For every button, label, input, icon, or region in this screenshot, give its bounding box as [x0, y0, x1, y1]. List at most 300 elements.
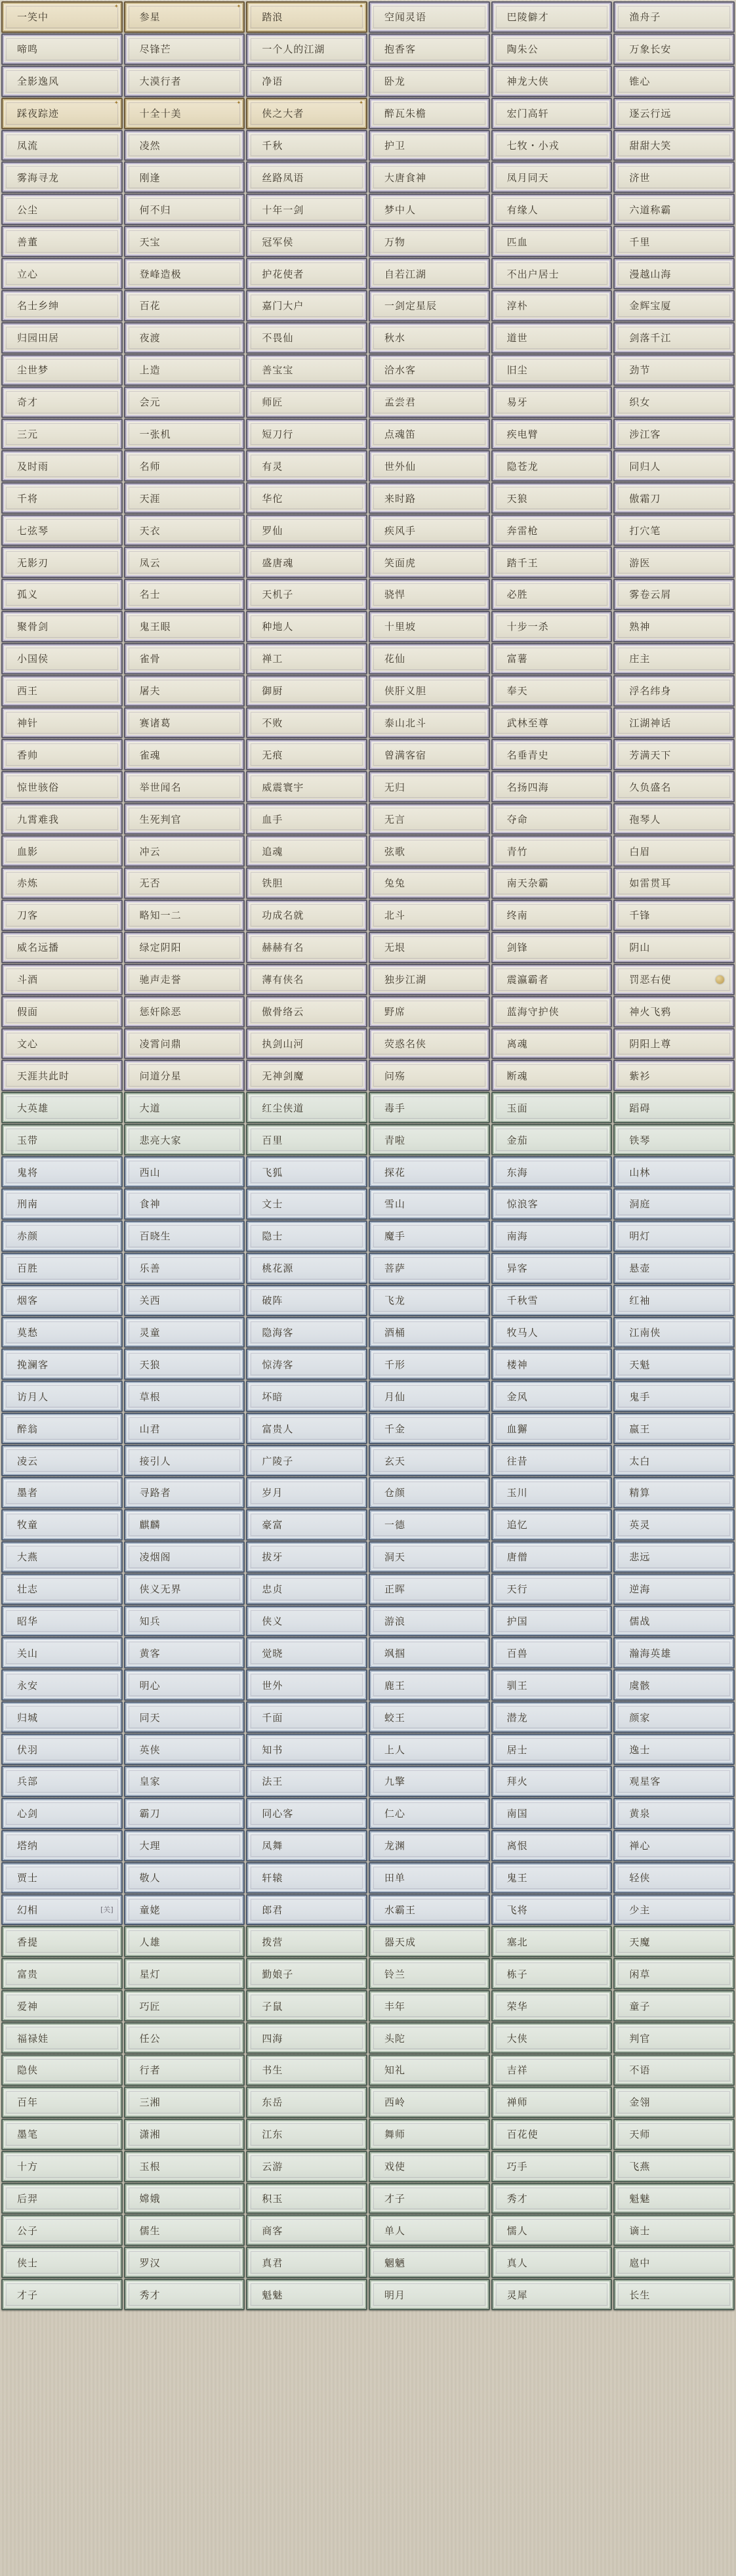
title-tile[interactable]	[124, 1862, 245, 1894]
title-tile[interactable]	[491, 1477, 613, 1508]
title-tile[interactable]	[246, 803, 367, 835]
title-tile[interactable]	[491, 2214, 613, 2246]
title-tile[interactable]	[1, 1413, 123, 1444]
title-tile[interactable]	[369, 1, 490, 33]
title-tile[interactable]	[1, 1285, 123, 1316]
title-tile[interactable]	[246, 1220, 367, 1252]
title-tile[interactable]	[491, 1958, 613, 1989]
title-tile[interactable]	[246, 579, 367, 610]
title-tile[interactable]	[491, 1092, 613, 1123]
title-tile[interactable]	[1, 1701, 123, 1733]
title-tile[interactable]	[124, 1926, 245, 1957]
title-tile[interactable]	[1, 354, 123, 386]
title-tile[interactable]	[246, 194, 367, 225]
title-tile[interactable]	[1, 579, 123, 610]
title-tile[interactable]	[491, 739, 613, 770]
title-tile[interactable]	[1, 803, 123, 835]
title-tile[interactable]	[491, 258, 613, 289]
title-tile[interactable]	[491, 290, 613, 322]
title-tile[interactable]	[491, 2054, 613, 2086]
title-tile[interactable]	[613, 2183, 735, 2214]
title-tile[interactable]	[246, 707, 367, 739]
title-tile[interactable]	[369, 1028, 490, 1060]
title-tile[interactable]	[124, 739, 245, 770]
title-tile[interactable]	[491, 322, 613, 354]
title-tile[interactable]	[124, 2183, 245, 2214]
title-tile[interactable]	[491, 2087, 613, 2118]
title-tile[interactable]	[124, 1990, 245, 2022]
title-tile[interactable]	[613, 1253, 735, 1284]
title-tile[interactable]	[613, 161, 735, 193]
title-tile[interactable]	[491, 66, 613, 97]
title-tile[interactable]	[1, 1637, 123, 1669]
title-tile[interactable]	[613, 386, 735, 418]
title-tile[interactable]	[369, 1926, 490, 1957]
title-tile[interactable]	[1, 2279, 123, 2310]
title-tile[interactable]	[1, 1830, 123, 1861]
title-tile[interactable]	[613, 1637, 735, 1669]
title-tile[interactable]	[369, 1669, 490, 1701]
title-tile[interactable]	[124, 1637, 245, 1669]
title-tile[interactable]	[369, 1541, 490, 1573]
title-tile[interactable]	[613, 996, 735, 1028]
title-tile[interactable]	[124, 707, 245, 739]
title-tile[interactable]	[1, 1894, 123, 1926]
title-tile[interactable]	[246, 98, 367, 129]
title-tile[interactable]	[369, 1766, 490, 1797]
title-tile[interactable]	[369, 2054, 490, 2086]
title-tile[interactable]	[246, 675, 367, 707]
title-tile[interactable]	[613, 2279, 735, 2310]
title-tile[interactable]	[491, 161, 613, 193]
title-tile[interactable]	[1, 2151, 123, 2182]
title-tile[interactable]	[613, 1348, 735, 1380]
title-tile[interactable]	[246, 1477, 367, 1508]
title-tile[interactable]	[491, 194, 613, 225]
title-tile[interactable]	[491, 226, 613, 257]
title-tile[interactable]	[369, 1060, 490, 1091]
title-tile[interactable]	[246, 1156, 367, 1188]
title-tile[interactable]	[613, 450, 735, 482]
title-tile[interactable]	[246, 900, 367, 931]
title-tile[interactable]	[1, 2214, 123, 2246]
title-tile[interactable]	[491, 514, 613, 546]
title-tile[interactable]	[246, 1381, 367, 1412]
title-tile[interactable]	[613, 964, 735, 995]
title-tile[interactable]	[1, 675, 123, 707]
title-tile[interactable]	[246, 1573, 367, 1605]
title-tile[interactable]	[124, 1798, 245, 1829]
title-tile[interactable]	[369, 354, 490, 386]
title-tile[interactable]	[246, 66, 367, 97]
title-tile[interactable]	[124, 161, 245, 193]
title-tile[interactable]	[613, 579, 735, 610]
title-tile[interactable]	[1, 1958, 123, 1989]
title-tile[interactable]	[613, 1, 735, 33]
title-tile[interactable]	[1, 1541, 123, 1573]
title-tile[interactable]	[369, 1220, 490, 1252]
title-tile[interactable]	[491, 1926, 613, 1957]
title-tile[interactable]	[491, 1541, 613, 1573]
title-tile[interactable]	[124, 1477, 245, 1508]
title-tile[interactable]	[1, 1766, 123, 1797]
title-tile[interactable]	[613, 354, 735, 386]
title-tile[interactable]	[613, 1541, 735, 1573]
title-tile[interactable]	[369, 867, 490, 899]
title-tile[interactable]	[613, 1445, 735, 1476]
title-tile[interactable]	[491, 2247, 613, 2278]
title-tile[interactable]	[124, 2247, 245, 2278]
title-tile[interactable]	[246, 996, 367, 1028]
title-tile[interactable]	[369, 419, 490, 450]
title-tile[interactable]	[246, 1637, 367, 1669]
title-tile[interactable]	[246, 611, 367, 642]
title-tile[interactable]	[491, 1188, 613, 1220]
title-tile[interactable]	[491, 1060, 613, 1091]
title-tile[interactable]	[124, 1894, 245, 1926]
title-tile[interactable]	[246, 2054, 367, 2086]
title-tile[interactable]	[124, 2087, 245, 2118]
title-tile[interactable]	[369, 1701, 490, 1733]
title-tile[interactable]	[491, 1894, 613, 1926]
title-tile[interactable]	[1, 1317, 123, 1348]
title-tile[interactable]	[246, 1, 367, 33]
title-tile[interactable]	[246, 835, 367, 867]
title-tile[interactable]	[613, 1477, 735, 1508]
title-tile[interactable]	[613, 1734, 735, 1765]
title-tile[interactable]	[491, 547, 613, 578]
title-tile[interactable]	[1, 1188, 123, 1220]
title-tile[interactable]	[369, 1830, 490, 1861]
title-tile[interactable]	[246, 2183, 367, 2214]
title-tile[interactable]	[1, 2119, 123, 2150]
title-tile[interactable]	[491, 900, 613, 931]
title-tile[interactable]	[246, 258, 367, 289]
title-tile[interactable]	[124, 1381, 245, 1412]
title-tile[interactable]	[124, 2279, 245, 2310]
title-tile[interactable]	[369, 932, 490, 963]
title-tile[interactable]	[124, 194, 245, 225]
title-tile[interactable]	[613, 2214, 735, 2246]
title-tile[interactable]	[1, 932, 123, 963]
title-tile[interactable]	[369, 386, 490, 418]
title-tile[interactable]	[613, 1894, 735, 1926]
title-tile[interactable]	[246, 1317, 367, 1348]
title-tile[interactable]	[491, 611, 613, 642]
title-tile[interactable]	[613, 258, 735, 289]
title-tile[interactable]	[613, 226, 735, 257]
title-tile[interactable]	[246, 1253, 367, 1284]
title-tile[interactable]	[369, 450, 490, 482]
title-tile[interactable]	[613, 643, 735, 675]
title-tile[interactable]	[491, 1990, 613, 2022]
title-tile[interactable]	[369, 2087, 490, 2118]
title-tile[interactable]	[1, 1509, 123, 1541]
title-tile[interactable]	[613, 1413, 735, 1444]
title-tile[interactable]	[491, 996, 613, 1028]
title-tile[interactable]	[124, 33, 245, 65]
title-tile[interactable]	[613, 514, 735, 546]
title-tile[interactable]	[369, 1734, 490, 1765]
title-tile[interactable]	[1, 1926, 123, 1957]
title-tile[interactable]	[369, 2022, 490, 2054]
title-tile[interactable]	[613, 1958, 735, 1989]
title-tile[interactable]	[1, 194, 123, 225]
title-tile[interactable]	[491, 964, 613, 995]
title-tile[interactable]	[491, 1348, 613, 1380]
title-tile[interactable]	[613, 771, 735, 802]
title-tile[interactable]	[613, 1381, 735, 1412]
title-tile[interactable]	[246, 1830, 367, 1861]
title-tile[interactable]	[246, 1092, 367, 1123]
title-tile[interactable]	[369, 1477, 490, 1508]
title-tile[interactable]	[369, 1253, 490, 1284]
title-tile[interactable]	[491, 1798, 613, 1829]
title-tile[interactable]	[613, 803, 735, 835]
title-tile[interactable]	[124, 771, 245, 802]
title-tile[interactable]	[613, 1669, 735, 1701]
title-tile[interactable]	[124, 1509, 245, 1541]
title-tile[interactable]	[124, 643, 245, 675]
title-tile[interactable]	[613, 739, 735, 770]
title-tile[interactable]	[1, 611, 123, 642]
title-tile[interactable]	[613, 1156, 735, 1188]
title-tile[interactable]	[246, 1606, 367, 1637]
title-tile[interactable]	[124, 675, 245, 707]
title-tile[interactable]	[246, 1028, 367, 1060]
title-tile[interactable]	[613, 1862, 735, 1894]
title-tile[interactable]	[1, 290, 123, 322]
title-tile[interactable]	[369, 98, 490, 129]
title-tile[interactable]	[613, 932, 735, 963]
title-tile[interactable]	[1, 1381, 123, 1412]
title-tile[interactable]	[124, 964, 245, 995]
title-tile[interactable]	[124, 1188, 245, 1220]
title-tile[interactable]	[369, 1509, 490, 1541]
title-tile[interactable]	[1, 1477, 123, 1508]
title-tile[interactable]	[1, 867, 123, 899]
title-tile[interactable]	[124, 226, 245, 257]
title-tile[interactable]	[369, 1573, 490, 1605]
title-tile[interactable]	[246, 322, 367, 354]
title-tile[interactable]	[124, 2119, 245, 2150]
title-tile[interactable]	[613, 2247, 735, 2278]
title-tile[interactable]	[613, 1285, 735, 1316]
title-tile[interactable]	[613, 130, 735, 161]
title-tile[interactable]	[491, 1413, 613, 1444]
title-tile[interactable]	[613, 1606, 735, 1637]
title-tile[interactable]	[369, 996, 490, 1028]
title-tile[interactable]	[246, 771, 367, 802]
title-tile[interactable]	[369, 1092, 490, 1123]
title-tile[interactable]	[246, 1798, 367, 1829]
title-tile[interactable]	[124, 579, 245, 610]
title-tile[interactable]	[246, 1285, 367, 1316]
title-tile[interactable]	[613, 835, 735, 867]
title-tile[interactable]	[246, 2279, 367, 2310]
title-tile[interactable]	[1, 1, 123, 33]
title-tile[interactable]	[124, 1701, 245, 1733]
title-tile[interactable]	[491, 130, 613, 161]
title-tile[interactable]	[1, 98, 123, 129]
title-tile[interactable]	[124, 322, 245, 354]
title-tile[interactable]	[1, 1348, 123, 1380]
title-tile[interactable]	[1, 1669, 123, 1701]
title-tile[interactable]	[124, 130, 245, 161]
title-tile[interactable]	[369, 1958, 490, 1989]
title-tile[interactable]	[613, 66, 735, 97]
title-tile[interactable]	[124, 258, 245, 289]
title-tile[interactable]	[613, 1990, 735, 2022]
title-tile[interactable]	[246, 1669, 367, 1701]
title-tile[interactable]	[1, 1734, 123, 1765]
title-tile[interactable]	[124, 2054, 245, 2086]
title-tile[interactable]	[613, 322, 735, 354]
title-tile[interactable]	[124, 932, 245, 963]
title-tile[interactable]	[613, 1188, 735, 1220]
title-tile[interactable]	[491, 1, 613, 33]
title-tile[interactable]	[491, 771, 613, 802]
title-tile[interactable]	[613, 2151, 735, 2182]
title-tile[interactable]	[369, 258, 490, 289]
title-tile[interactable]	[1, 1798, 123, 1829]
title-tile[interactable]	[1, 1990, 123, 2022]
title-tile[interactable]	[246, 1445, 367, 1476]
title-tile[interactable]	[124, 1253, 245, 1284]
title-tile[interactable]	[1, 996, 123, 1028]
title-tile[interactable]	[369, 579, 490, 610]
title-tile[interactable]	[246, 867, 367, 899]
title-tile[interactable]	[491, 1637, 613, 1669]
title-tile[interactable]	[491, 2022, 613, 2054]
title-tile[interactable]	[491, 1830, 613, 1861]
title-tile[interactable]	[369, 1606, 490, 1637]
title-tile[interactable]	[369, 900, 490, 931]
title-tile[interactable]	[613, 1092, 735, 1123]
title-tile[interactable]	[369, 322, 490, 354]
title-tile[interactable]	[124, 1734, 245, 1765]
title-tile[interactable]	[1, 33, 123, 65]
title-tile[interactable]	[246, 964, 367, 995]
title-tile[interactable]	[124, 450, 245, 482]
title-tile[interactable]	[246, 354, 367, 386]
title-tile[interactable]	[1, 2183, 123, 2214]
title-tile[interactable]	[613, 867, 735, 899]
title-tile[interactable]	[1, 1573, 123, 1605]
title-tile[interactable]	[1, 2054, 123, 2086]
title-tile[interactable]	[124, 1413, 245, 1444]
title-tile[interactable]	[369, 2214, 490, 2246]
title-tile[interactable]	[369, 2151, 490, 2182]
title-tile[interactable]	[369, 1188, 490, 1220]
title-tile[interactable]	[124, 1317, 245, 1348]
title-tile[interactable]	[491, 1317, 613, 1348]
title-tile[interactable]	[246, 2022, 367, 2054]
title-tile[interactable]	[1, 66, 123, 97]
title-tile[interactable]	[1, 2247, 123, 2278]
title-tile[interactable]	[246, 226, 367, 257]
title-tile[interactable]	[613, 33, 735, 65]
title-tile[interactable]	[1, 450, 123, 482]
title-tile[interactable]	[613, 290, 735, 322]
title-tile[interactable]	[491, 1766, 613, 1797]
title-tile[interactable]	[1, 419, 123, 450]
title-tile[interactable]	[246, 1413, 367, 1444]
title-tile[interactable]	[246, 1060, 367, 1091]
title-tile[interactable]	[246, 1990, 367, 2022]
title-tile[interactable]	[491, 2151, 613, 2182]
title-tile[interactable]	[246, 2087, 367, 2118]
title-tile[interactable]	[613, 482, 735, 514]
title-tile[interactable]	[246, 450, 367, 482]
title-tile[interactable]	[613, 547, 735, 578]
title-tile[interactable]	[246, 1862, 367, 1894]
title-tile[interactable]	[124, 1958, 245, 1989]
title-tile[interactable]	[1, 386, 123, 418]
title-tile[interactable]	[124, 1445, 245, 1476]
title-tile[interactable]	[613, 419, 735, 450]
title-tile[interactable]	[1, 739, 123, 770]
title-tile[interactable]	[369, 1894, 490, 1926]
title-tile[interactable]	[491, 579, 613, 610]
title-tile[interactable]	[124, 611, 245, 642]
title-tile[interactable]	[124, 290, 245, 322]
title-tile[interactable]	[491, 1156, 613, 1188]
title-tile[interactable]	[1, 1606, 123, 1637]
title-tile[interactable]	[491, 33, 613, 65]
title-tile[interactable]	[613, 2087, 735, 2118]
title-tile[interactable]	[124, 1285, 245, 1316]
title-tile[interactable]	[246, 547, 367, 578]
title-tile[interactable]	[613, 1220, 735, 1252]
title-tile[interactable]	[491, 419, 613, 450]
title-tile[interactable]	[246, 482, 367, 514]
title-tile[interactable]	[369, 482, 490, 514]
title-tile[interactable]	[491, 867, 613, 899]
title-tile[interactable]	[369, 2247, 490, 2278]
title-tile[interactable]	[246, 419, 367, 450]
title-tile[interactable]	[1, 482, 123, 514]
title-tile[interactable]	[1, 643, 123, 675]
title-tile[interactable]	[124, 1156, 245, 1188]
title-tile[interactable]	[491, 386, 613, 418]
title-tile[interactable]	[1, 161, 123, 193]
title-tile[interactable]	[491, 835, 613, 867]
title-tile[interactable]	[124, 1060, 245, 1091]
title-tile[interactable]	[246, 161, 367, 193]
title-tile[interactable]	[369, 771, 490, 802]
title-tile[interactable]	[491, 932, 613, 963]
title-tile[interactable]	[246, 1348, 367, 1380]
title-tile[interactable]	[1, 771, 123, 802]
title-tile[interactable]	[613, 1766, 735, 1797]
title-tile[interactable]	[491, 1124, 613, 1155]
title-tile[interactable]	[124, 514, 245, 546]
title-tile[interactable]	[369, 1381, 490, 1412]
title-tile[interactable]	[246, 1894, 367, 1926]
title-tile[interactable]	[124, 1028, 245, 1060]
title-tile[interactable]	[124, 867, 245, 899]
title-tile[interactable]	[246, 386, 367, 418]
title-tile[interactable]	[124, 996, 245, 1028]
title-tile[interactable]	[124, 1766, 245, 1797]
title-tile[interactable]	[246, 1188, 367, 1220]
title-tile[interactable]	[369, 1990, 490, 2022]
title-tile[interactable]	[369, 2183, 490, 2214]
title-tile[interactable]	[124, 1220, 245, 1252]
title-tile[interactable]	[124, 1348, 245, 1380]
title-tile[interactable]	[124, 386, 245, 418]
